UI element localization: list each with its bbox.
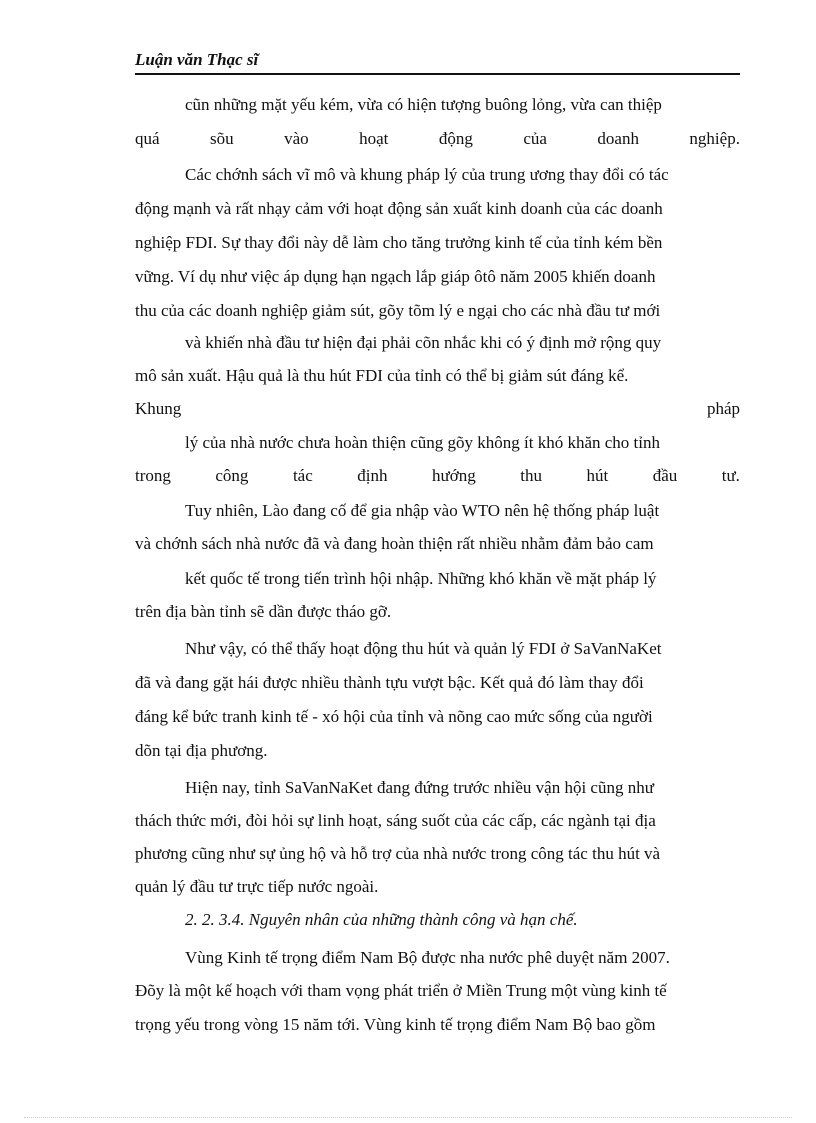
- text-line: Các chớnh sách vĩ mô và khung pháp lý của trung ương thay đổi có tác: [185, 165, 669, 184]
- word: pháp: [706, 399, 740, 418]
- text-line: thách thức mới, đòi hỏi sự linh hoạt, sáng suốt của các cấp, các ngành tại địa: [135, 811, 656, 830]
- text-line: kết quốc tế trong tiến trình hội nhập. Những khó khăn về mặt pháp lý: [185, 569, 657, 588]
- text-line: Đõy là một kế hoạch với tham vọng phát triển ở Miền Trung một vùng kinh tế: [135, 981, 667, 1000]
- word: doanh: [597, 129, 639, 148]
- text-line: dõn tại địa phương.: [135, 741, 268, 760]
- text-line: lý của nhà nước chưa hoàn thiện cũng gõy không ít khó khăn cho tỉnh: [185, 433, 660, 452]
- word: thu: [520, 466, 542, 485]
- word: quá: [135, 129, 160, 148]
- text-line: trên địa bàn tỉnh sẽ dần được tháo gỡ.: [135, 602, 392, 621]
- text-line: Như vậy, có thể thấy hoạt động thu hút và quản lý FDI ở SaVanNaKet: [185, 639, 662, 658]
- text-line-justified: [135, 392, 740, 426]
- header-title: Luận văn Thạc sĩ: [135, 50, 259, 69]
- text-line: và khiến nhà đầu tư hiện đại phải cõn nhắc khi có ý định mở rộng quy: [185, 333, 662, 352]
- page-bottom-border: [24, 1117, 792, 1118]
- text-line: vững. Ví dụ như việc áp dụng hạn ngạch lắp giáp ôtô năm 2005 khiến doanh: [135, 267, 656, 286]
- word: hoạt: [359, 129, 389, 148]
- word: Khung: [135, 399, 182, 418]
- word: sõu: [210, 129, 234, 148]
- text-line-justified: [135, 122, 740, 156]
- word: định: [357, 466, 388, 485]
- word: đầu: [652, 466, 678, 485]
- text-line: phương cũng như sự ủng hộ và hỗ trợ của nhà nước trong công tác thu hút và: [135, 844, 661, 863]
- word: nghiệp.: [689, 129, 740, 148]
- word: của: [523, 129, 547, 148]
- word: động: [438, 129, 473, 148]
- text-line: quản lý đầu tư trực tiếp nước ngoài.: [135, 877, 379, 896]
- word: công: [215, 466, 249, 485]
- text-line-justified: [135, 459, 740, 493]
- text-line: mô sản xuất. Hậu quả là thu hút FDI của tỉnh có thể bị giảm sút đáng kể.: [135, 366, 629, 385]
- page-header: [135, 49, 740, 75]
- word: tác: [292, 466, 313, 485]
- text-line: nghiệp FDI. Sự thay đổi này dễ làm cho tăng trưởng kinh tế của tỉnh kém bền: [135, 233, 663, 252]
- text-line: Vùng Kinh tế trọng điểm Nam Bộ được nha nước phê duyệt năm 2007.: [185, 948, 670, 967]
- word: hút: [586, 466, 609, 485]
- text-line: Hiện nay, tỉnh SaVanNaKet đang đứng trước nhiều vận hội cũng như: [185, 778, 654, 797]
- word: trong: [135, 466, 171, 485]
- word: vào: [284, 129, 309, 148]
- section-heading: 2. 2. 3.4. Nguyên nhân của những thành công và hạn chế.: [185, 910, 578, 929]
- text-line: Tuy nhiên, Lào đang cố để gia nhập vào WTO nên hệ thống pháp luật: [185, 501, 660, 520]
- text-line: động mạnh và rất nhạy cảm với hoạt động sản xuất kinh doanh của các doanh: [135, 199, 663, 218]
- word: hướng: [432, 466, 476, 485]
- text-line: đáng kể bức tranh kinh tế - xó hội của tỉnh và nõng cao mức sống của người: [135, 707, 653, 726]
- text-line: cũn những mặt yếu kém, vừa có hiện tượng buông lỏng, vừa can thiệp: [185, 95, 662, 114]
- text-line: đã và đang gặt hái được nhiều thành tựu vượt bậc. Kết quả đó làm thay đổi: [135, 673, 644, 692]
- text-line: thu của các doanh nghiệp giảm sút, gõy tõm lý e ngại cho các nhà đầu tư mới: [135, 301, 661, 320]
- text-line: trọng yếu trong vòng 15 năm tới. Vùng kinh tế trọng điểm Nam Bộ bao gồm: [135, 1015, 656, 1034]
- text-line: và chớnh sách nhà nước đã và đang hoàn thiện rất nhiều nhằm đảm bảo cam: [135, 534, 654, 553]
- word: tư.: [721, 466, 740, 485]
